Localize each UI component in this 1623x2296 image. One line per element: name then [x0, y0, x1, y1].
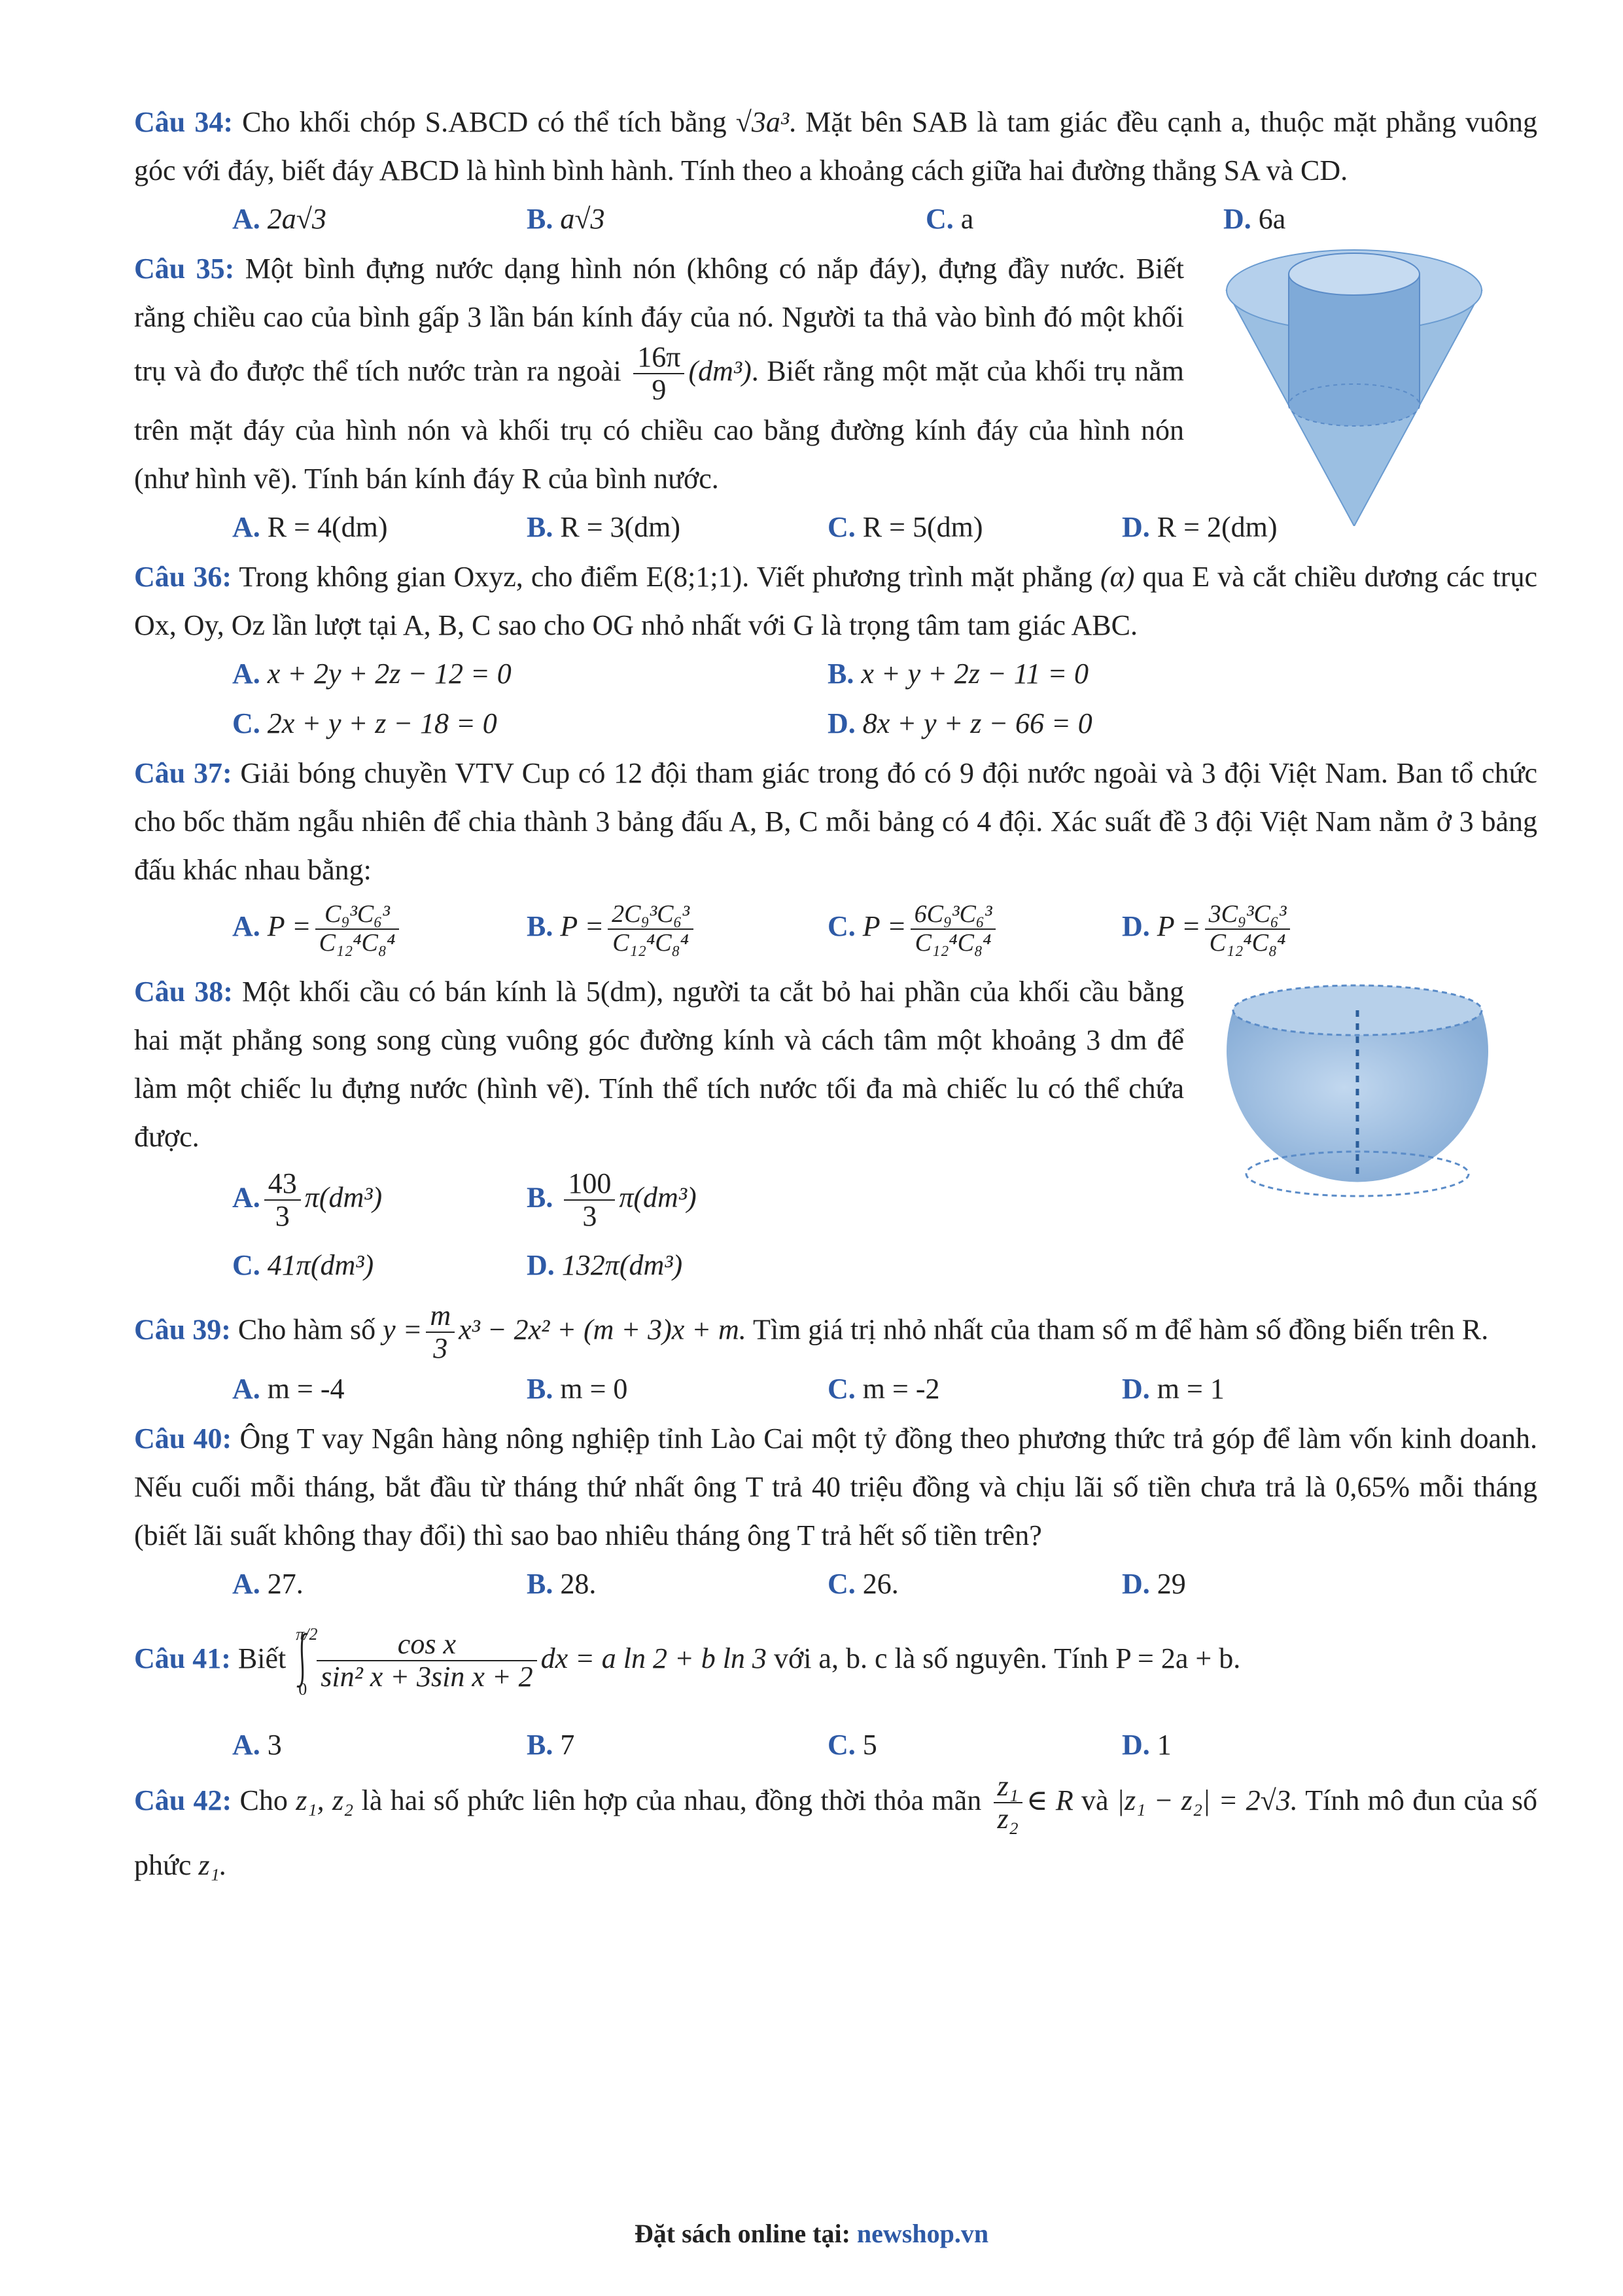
option-b[interactable]: B. m = 0	[527, 1372, 628, 1405]
question-40: Câu 40: Ông T vay Ngân hàng nông nghiệp tỉnh Lào Cai một tỷ đồng theo phương thức trả góp để làm vốn kinh doanh. Nếu cuối mỗi tháng, bắt đầu từ tháng thứ nhất ông T trả 40 triệu đồng và chịu lãi số tiền chưa trả là 0,65% mỗi tháng (biết lãi suất không thay đổi) thì sao bao nhiêu tháng ông T trả hết số tiền trên?	[134, 1422, 1537, 1551]
question-label: Câu 36:	[134, 560, 232, 593]
question-42: Câu 42: Cho z₁, z₂ là hai số phức liên hợp của nhau, đồng thời thỏa mãn $\frac{\text{z₁}}{\text{z₂}}$ ∈ R và |z₁ − z₂| = 2√3. Tính mô đun của số phức z₁.	[134, 1770, 1538, 1881]
question-38: Câu 38: Một khối cầu có bán kính là 5(dm), người ta cắt bỏ hai phần của khối cầu bằng hai mặt phẳng song song cùng vuông góc đường kính và cách tâm một khoảng 3 dm để làm một chiếc lu đựng nước (hình vẽ). Tính thể tích nước tối đa mà chiếc lu có thể chứa được.	[134, 975, 1184, 1153]
option-a[interactable]: A. 27.	[232, 1567, 304, 1600]
option-a[interactable]: A. 2a√3	[232, 203, 326, 235]
question-label: Câu 34:	[134, 106, 234, 138]
overflow-volume-fraction: $\frac{16\pi}{9}$	[633, 342, 684, 406]
answer-options	[232, 1161, 1537, 1235]
option-b[interactable]: B. 7	[527, 1728, 575, 1761]
question-34: Câu 34: Cho khối chóp S.ABCD có thể tích bằng √3a³. Mặt bên SAB là tam giác đều cạnh a, thuộc mặt phẳng vuông góc với đáy, biết đáy ABCD là hình bình hành. Tính theo a khoảng cách giữa hai đường thẳng SA và CD.	[134, 106, 1538, 186]
option-a[interactable]: A. 3	[232, 1728, 282, 1761]
answer-options	[232, 503, 1537, 553]
option-a[interactable]: A. m = -4	[232, 1372, 345, 1405]
question-label: Câu 42:	[134, 1784, 232, 1816]
answer-options	[232, 1721, 1537, 1771]
option-c[interactable]: C. P = $\frac{\text{6C₉³C₆³}}{\text{C₁₂⁴C₈⁴}}$	[828, 901, 1000, 957]
option-d[interactable]: D. 6a	[1223, 203, 1286, 235]
option-b[interactable]: B. a√3	[527, 203, 605, 235]
question-37: Câu 37: Giải bóng chuyền VTV Cup có 12 đội tham giác trong đó có 9 đội nước ngoài và 3 đội Việt Nam. Ban tổ chức cho bốc thăm ngẫu nhiên để chia thành 3 bảng đấu A, B, C mỗi bảng có 4 đội. Xác suất đề 3 đội Việt Nam nằm ở 3 bảng đấu khác nhau bằng:	[134, 756, 1537, 886]
cone-cylinder-figure	[1220, 245, 1495, 526]
option-d[interactable]: D. m = 1	[1122, 1372, 1225, 1405]
option-a[interactable]: A. P = $\frac{\text{C₉³C₆³}}{\text{C₁₂⁴C₈⁴}}$	[232, 901, 403, 957]
answer-options	[232, 1235, 1537, 1300]
option-d[interactable]: D. 132π(dm³)	[527, 1248, 683, 1281]
option-d[interactable]: D. 8x + y + z − 66 = 0	[828, 707, 1092, 739]
question-41: Câu 41: Biết π/2 0 $\frac{\text{cos x}}{\text{sin² x + 3sin x + 2}}$ dx = a ln 2 + b ln 3 với a, b. c là số nguyên. Tính P = 2a + b.	[134, 1610, 1537, 1721]
option-c[interactable]: C. 2x + y + z − 18 = 0	[232, 707, 497, 739]
answer-options	[232, 1560, 1537, 1610]
option-c[interactable]: C. R = 5(dm)	[828, 510, 983, 543]
answer-options	[232, 1365, 1537, 1415]
integral-sign: π/2 0	[293, 1612, 313, 1710]
newshop-link[interactable]: newshop.vn	[856, 2219, 989, 2248]
option-a[interactable]: A. x + 2y + 2z − 12 = 0	[232, 657, 512, 690]
option-c[interactable]: C. a	[926, 203, 974, 235]
option-b[interactable]: B. $\frac{100}{3}$ π(dm³)	[527, 1167, 697, 1233]
option-a[interactable]: A. R = 4(dm)	[232, 510, 388, 543]
question-35: Câu 35: Một bình đựng nước dạng hình nón (không có nắp đáy), đựng đầy nước. Biết rằng chiều cao của bình gấp 3 lần bán kính đáy của nó. Người ta thả vào bình đó một khối trụ và đo được thể tích nước tràn ra ngoài $\frac{16\pi}{9}$ (dm³). Biết rằng một mặt của khối trụ nằm trên mặt đáy của hình nón và khối trụ có chiều cao bằng đường kính đáy của hình nón (như hình vẽ). Tính bán kính đáy R của bình nước.	[134, 253, 1184, 495]
option-c[interactable]: C. 5	[828, 1728, 877, 1761]
answer-options	[232, 699, 1537, 749]
volume-expression: √3a³	[735, 106, 790, 138]
option-d[interactable]: D. 29	[1122, 1567, 1186, 1600]
option-c[interactable]: C. 26.	[828, 1567, 899, 1600]
option-b[interactable]: B. 28.	[527, 1567, 597, 1600]
option-d[interactable]: D. 1	[1122, 1728, 1172, 1761]
question-label: Câu 35:	[134, 253, 235, 285]
page-content	[134, 98, 1537, 1896]
question-35-block	[134, 245, 1537, 503]
option-b[interactable]: B. x + y + 2z − 11 = 0	[828, 657, 1089, 690]
option-c[interactable]: C. m = -2	[828, 1372, 940, 1405]
answer-options	[232, 195, 1537, 245]
question-38-block	[134, 968, 1537, 1161]
answer-options	[232, 650, 1537, 699]
question-label: Câu 39:	[134, 1313, 231, 1346]
question-label: Câu 38:	[134, 975, 233, 1008]
question-39: Câu 39: Cho hàm số y = $\frac{m}{3}$ x³ − 2x² + (m + 3)x + m. Tìm giá trị nhỏ nhất của tham số m để hàm số đồng biến trên R.	[134, 1299, 1489, 1365]
answer-options	[232, 894, 1537, 968]
question-label: Câu 41:	[134, 1642, 231, 1674]
question-label: Câu 40:	[134, 1422, 232, 1455]
integrand-fraction: $\frac{\text{cos x}}{\text{sin² x + 3sin x + 2}}$	[317, 1629, 536, 1693]
question-36: Câu 36: Trong không gian Oxyz, cho điểm E(8;1;1). Viết phương trình mặt phẳng (α) qua E và cắt chiều dương các trục Ox, Oy, Oz lần lượt tại A, B, C sao cho OG nhỏ nhất với G là trọng tâm tam giác ABC.	[134, 560, 1537, 641]
option-d[interactable]: D. P = $\frac{\text{3C₉³C₆³}}{\text{C₁₂⁴C₈⁴}}$	[1122, 901, 1294, 957]
footer: Đặt sách online tại: newshop.vn	[634, 2219, 989, 2248]
option-b[interactable]: B. P = $\frac{\text{2C₉³C₆³}}{\text{C₁₂⁴C₈⁴}}$	[527, 901, 697, 957]
option-c[interactable]: C. 41π(dm³)	[232, 1248, 374, 1281]
option-b[interactable]: B. R = 3(dm)	[527, 510, 681, 543]
quotient-fraction: $\frac{\text{z₁}}{\text{z₂}}$	[994, 1771, 1022, 1835]
option-d[interactable]: D. R = 2(dm)	[1122, 510, 1278, 543]
option-a[interactable]: A. $\frac{43}{3}$ π(dm³)	[232, 1167, 383, 1233]
question-label: Câu 37:	[134, 756, 232, 789]
coefficient-fraction: $\frac{m}{3}$	[426, 1300, 455, 1365]
